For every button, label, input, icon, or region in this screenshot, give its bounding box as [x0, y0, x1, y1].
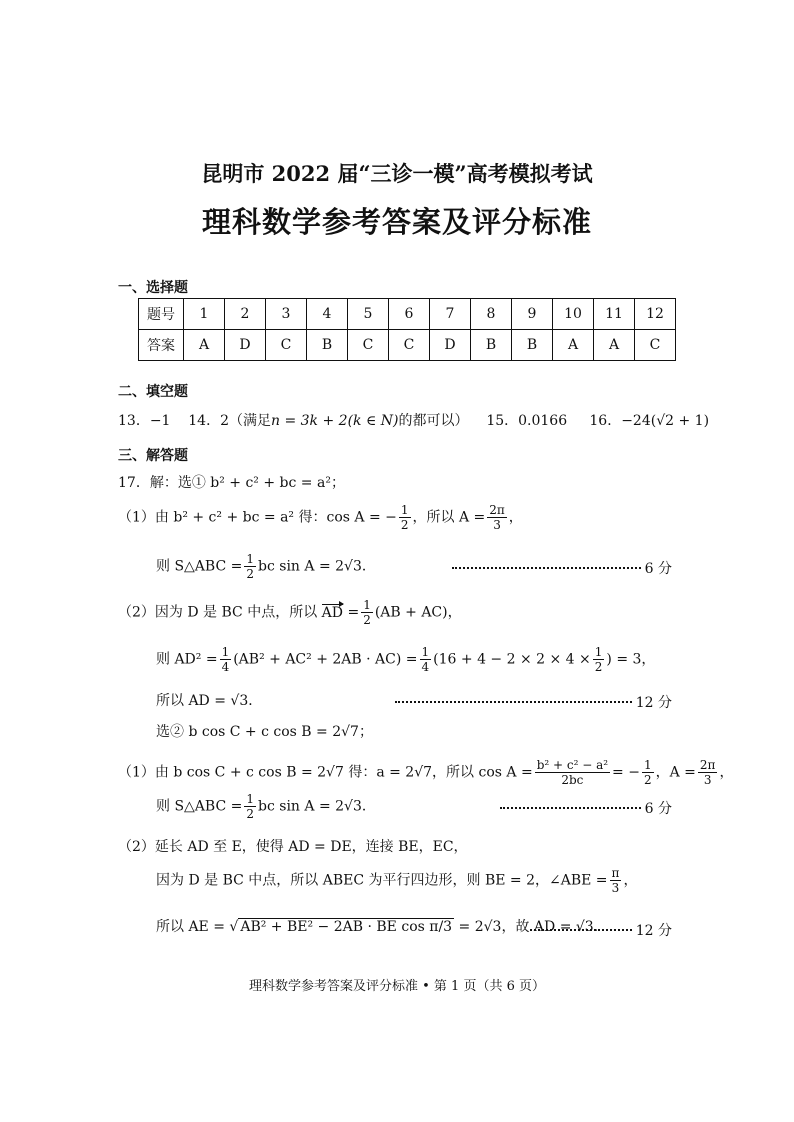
math-text: ，: [719, 764, 734, 781]
q17-c1-part2-line3: 所以 AD = √3．: [156, 693, 263, 709]
score-marker: [395, 692, 672, 712]
math-text: bc sin A = 2√3．: [258, 798, 376, 815]
math-text: (AB² + AC² + 2AB · AC) =: [233, 651, 418, 668]
fraction-denominator: 2: [363, 613, 371, 627]
question-number: 11: [594, 299, 635, 330]
fraction: [487, 503, 507, 532]
section-solutions-heading: 三、解答题: [118, 448, 188, 464]
q17-c2-part2-line1: （2）延长 AD 至 E，使得 AD = DE，连接 BE，EC，: [118, 839, 468, 855]
q14-prefix: 14．2（满足: [188, 413, 271, 429]
table-header-answer: 答案: [139, 330, 184, 361]
math-text: = 2√3，故 AD = √3．: [458, 919, 608, 935]
dot-leader: [395, 701, 632, 703]
answer-cell: A: [553, 330, 594, 361]
fraction-denominator: 2: [246, 807, 254, 821]
fraction-numerator: 1: [643, 758, 652, 772]
fraction-denominator: 3: [703, 773, 712, 787]
fraction-numerator: 1: [400, 503, 409, 517]
question-number: 10: [553, 299, 594, 330]
score-label: 6 分: [644, 561, 672, 577]
fraction-denominator: 3: [611, 881, 620, 895]
fraction-numerator: 1: [246, 552, 254, 566]
dot-leader: [500, 807, 641, 809]
fraction: [610, 866, 622, 895]
fraction-numerator: b² + c² − a²: [536, 758, 609, 772]
math-text: (AB + AC)，: [374, 604, 462, 621]
answer-cell: C: [389, 330, 430, 361]
math-text: ) = 3，: [606, 651, 656, 668]
answer-cell: D: [225, 330, 266, 361]
page-footer: 理科数学参考答案及评分标准 • 第 1 页（共 6 页）: [248, 979, 545, 994]
dot-leader: [452, 567, 641, 569]
q15-answer: 15．0.0166: [486, 413, 568, 429]
q14-suffix: 的都可以）: [398, 413, 469, 429]
math-text: ，: [508, 509, 523, 526]
fraction: [220, 645, 232, 674]
answer-cell: C: [635, 330, 676, 361]
q17-c1-part1-line2: [156, 552, 376, 581]
fraction-numerator: 1: [246, 792, 254, 806]
question-number: 2: [225, 299, 266, 330]
math-text: (16 + 4 − 2 × 2 × 4 ×: [433, 651, 591, 668]
math-text: = −: [612, 764, 640, 781]
dot-leader: [530, 929, 632, 931]
score-label: 12 分: [635, 923, 672, 939]
math-text: =: [347, 604, 360, 621]
answer-cell: D: [430, 330, 471, 361]
q17-c2-part1-line2: [156, 792, 376, 821]
section-fill-blank-heading: 二、填空题: [118, 384, 188, 400]
fraction-denominator: 4: [421, 660, 430, 674]
vector-ad: AD: [321, 604, 343, 621]
fraction: [698, 758, 718, 787]
fill-blank-answers: [118, 410, 709, 430]
score-marker: [452, 558, 672, 578]
math-text: （1）由 b cos C + c cos B = 2√7 得：a = 2√7，所以 cos A =: [118, 764, 533, 781]
answer-cell: B: [471, 330, 512, 361]
q17-c2-part2-line3: 所以 AE = √ AB² + BE² − 2AB · BE cos π/3 = 2√3，故 AD = √3．: [156, 919, 608, 935]
math-text: （1）由 b² + c² + bc = a² 得：cos A = −: [118, 509, 397, 526]
question-number: 8: [471, 299, 512, 330]
answer-key-title: 理科数学参考答案及评分标准: [201, 205, 592, 239]
answer-cell: B: [307, 330, 348, 361]
fraction-numerator: 1: [363, 598, 371, 612]
fraction: [361, 598, 373, 627]
fraction-numerator: 2π: [699, 758, 716, 772]
q17-choice1-intro: 17．解：选① b² + c² + bc = a²；: [118, 475, 345, 491]
fraction: [420, 645, 432, 674]
math-text: bc sin A = 2√3．: [258, 558, 376, 575]
q17-c1-part2-line1: [118, 598, 462, 627]
fraction-numerator: 1: [594, 645, 603, 659]
answer-cell: A: [184, 330, 225, 361]
q17-choice2-intro: 选② b cos C + c cos B = 2√7；: [156, 724, 373, 740]
fraction: [244, 792, 256, 821]
fraction: [642, 758, 654, 787]
table-row-answers: [139, 330, 676, 361]
q17-c2-part1-line1: [118, 758, 733, 787]
fraction: [244, 552, 256, 581]
q17-c2-part2-line2: [156, 866, 637, 895]
fraction-numerator: 1: [221, 645, 230, 659]
question-number: 7: [430, 299, 471, 330]
q16-answer: 16．−24(√2 + 1): [589, 413, 710, 429]
math-text: 因为 D 是 BC 中点，所以 ABEC 为平行四边形，则 BE = 2，∠ABE =: [156, 872, 608, 889]
fraction-denominator: 2bc: [561, 773, 584, 787]
question-number: 9: [512, 299, 553, 330]
score-marker: [530, 920, 672, 940]
math-text: ，所以 A =: [412, 509, 486, 526]
radicand: AB² + BE² − 2AB · BE cos π/3: [240, 919, 453, 935]
fraction-denominator: 2: [246, 567, 254, 581]
math-text: （2）因为 D 是 BC 中点，所以: [118, 604, 318, 621]
fraction: [593, 645, 605, 674]
math-text: 则 S△ABC =: [156, 798, 243, 815]
score-label: 6 分: [644, 801, 672, 817]
answer-cell: B: [512, 330, 553, 361]
table-header-number: 题号: [139, 299, 184, 330]
q17-c1-part1-line1: [118, 503, 523, 532]
math-text: 所以 AE =: [156, 919, 225, 935]
q13-answer: 13．−1: [118, 413, 171, 429]
fraction-denominator: 3: [493, 518, 501, 532]
answer-cell: A: [594, 330, 635, 361]
question-number: 3: [266, 299, 307, 330]
question-number: 4: [307, 299, 348, 330]
table-row-numbers: [139, 299, 676, 330]
answer-table: [138, 298, 676, 361]
fraction-numerator: 2π: [489, 503, 505, 517]
fraction-denominator: 2: [643, 773, 652, 787]
question-number: 12: [635, 299, 676, 330]
question-number: 6: [389, 299, 430, 330]
fraction-denominator: 4: [221, 660, 230, 674]
fraction: [399, 503, 411, 532]
q17-c1-part2-line2: [156, 645, 655, 674]
question-number: 1: [184, 299, 225, 330]
math-text: 则 AD² =: [156, 651, 218, 668]
math-text: ，A =: [655, 764, 696, 781]
q14-condition: n = 3k + 2(k ∈ N): [271, 413, 399, 429]
fraction: [535, 758, 610, 787]
answer-cell: C: [266, 330, 307, 361]
answer-table-wrapper: [138, 298, 676, 361]
exam-title: 昆明市 2022 届“三诊一模”高考模拟考试: [201, 161, 593, 186]
section-multiple-choice-heading: 一、选择题: [118, 280, 188, 296]
answer-cell: C: [348, 330, 389, 361]
fraction-numerator: π: [611, 866, 620, 880]
fraction-denominator: 2: [594, 660, 603, 674]
question-number: 5: [348, 299, 389, 330]
math-text: 则 S△ABC =: [156, 558, 243, 575]
score-marker: [500, 798, 672, 818]
score-label: 12 分: [635, 695, 672, 711]
math-text: ，: [623, 872, 638, 889]
fraction-denominator: 2: [400, 518, 409, 532]
fraction-numerator: 1: [421, 645, 430, 659]
